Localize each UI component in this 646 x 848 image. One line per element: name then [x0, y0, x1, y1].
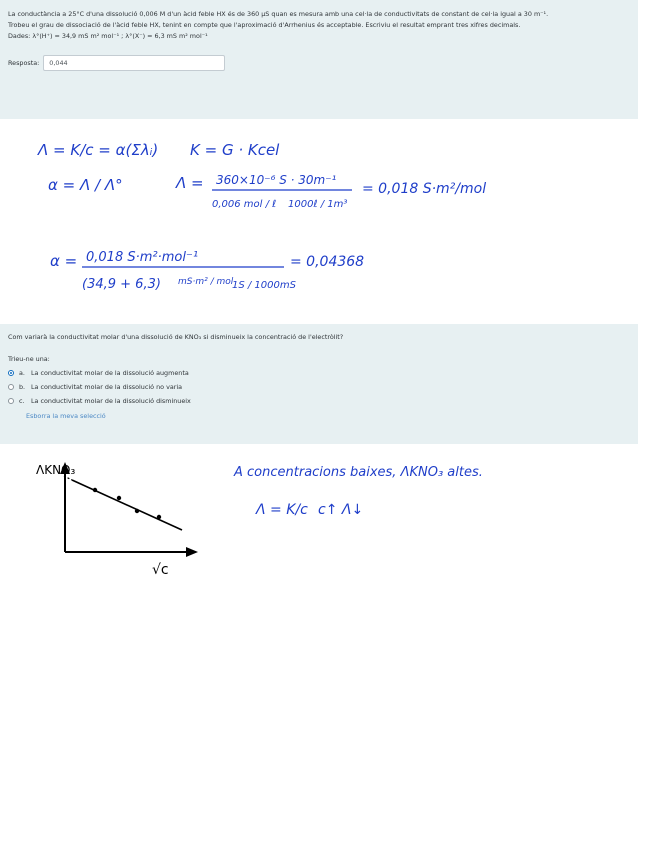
hw-note-1: A concentracions baixes, ΛKNO₃ altes.	[234, 465, 483, 480]
sketch-point-4	[157, 515, 161, 519]
sketch-x-label: √c	[152, 562, 169, 578]
sketch-trend-line	[72, 480, 182, 530]
hw-lambda-formula: Λ = K/c = α(Σλᵢ)	[38, 141, 159, 159]
option-b-letter: b.	[19, 382, 26, 391]
radio-a[interactable]	[8, 370, 14, 376]
hw-note-2a: Λ = K/c	[256, 502, 308, 518]
hw-alpha-numerator: 0,018 S·m²·mol⁻¹	[86, 250, 199, 265]
hw-lambda-result: = 0,018 S·m²/mol	[362, 181, 487, 197]
hw-k-formula: K = G · Kcel	[190, 141, 280, 159]
hw-alpha-lhs: α =	[50, 252, 78, 270]
question-2-prompt: Trieu-ne una:	[8, 355, 50, 363]
handwritten-calculation-1	[0, 0, 646, 324]
sketch-y-label: ΛKNO₃	[36, 463, 76, 477]
hw-alpha-den-2: 1S / 1000mS	[232, 280, 296, 291]
option-b-text: La conductivitat molar de la dissolució no varia	[31, 382, 183, 391]
sketch-point-3	[135, 509, 139, 513]
radio-b[interactable]	[8, 384, 14, 390]
hw-note-2b: c↑ Λ↓	[318, 502, 364, 518]
clear-selection-link[interactable]: Esborra la meva selecció	[26, 412, 106, 420]
radio-c[interactable]	[8, 398, 14, 404]
option-a[interactable]	[8, 367, 630, 379]
option-c-letter: c.	[19, 396, 25, 405]
sketch-point-1	[93, 488, 97, 492]
question-1-dades: Dades: λ°(H⁺) = 34,9 mS m² mol⁻¹ ; λ°(X⁻) = 6,3 mS m² mol⁻¹	[8, 32, 208, 40]
hw-lambda-symbol: Λ =	[176, 174, 204, 192]
hw-alpha-result: = 0,04368	[290, 254, 365, 270]
answer-label: Resposta:	[8, 58, 40, 67]
hw-alpha-definition: α = Λ / Λ°	[48, 176, 123, 194]
hw-alpha-den-units: mS·m² / mol	[178, 277, 234, 287]
sketch-point-2	[117, 496, 121, 500]
handwritten-sketch-2	[0, 444, 646, 594]
hw-lambda-numerator: 360×10⁻⁶ S · 30m⁻¹	[216, 173, 337, 187]
option-c[interactable]	[8, 395, 630, 407]
sketch-x-arrow-icon	[186, 547, 198, 557]
hw-lambda-den-1: 0,006 mol / ℓ	[212, 199, 277, 210]
option-b[interactable]	[8, 381, 630, 393]
question-2-text: Com variarà la conductivitat molar d'una dissolució de KNO₃ si disminueix la concentració de l'electròlit?	[8, 333, 344, 341]
question-2-panel	[0, 324, 638, 444]
question-1-line-2: Trobeu el grau de dissociació de l'àcid feble HX, tenint en compte que l'aproximació d'Arrhenius és acceptable. Escriviu el resultat emprant tres xifres decimals.	[8, 21, 521, 29]
option-a-letter: a.	[19, 368, 25, 377]
question-1-line-1: La conductància a 25°C d'una dissolució 0,006 M d'un àcid feble HX és de 360 µS quan es mesura amb una cel·la de conductivitats de constant de cel·la igual a 30 m⁻¹.	[8, 10, 549, 18]
hw-lambda-den-2: 1000ℓ / 1m³	[288, 199, 348, 210]
hw-alpha-den-1: (34,9 + 6,3)	[82, 277, 161, 292]
option-c-text: La conductivitat molar de la dissolució disminueix	[31, 396, 191, 405]
option-a-text: La conductivitat molar de la dissolució augmenta	[31, 368, 189, 377]
